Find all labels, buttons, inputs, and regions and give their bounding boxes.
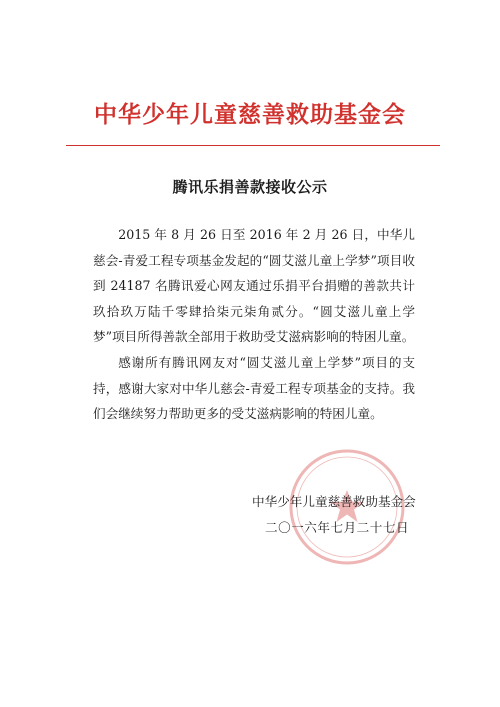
notice-paragraph-2 [93, 350, 415, 427]
letterhead-divider [66, 145, 440, 146]
signature-organization: 中华少年儿童慈善救助基金会 [252, 494, 416, 509]
notice-title: 腾讯乐捐善款接收公示 [172, 178, 328, 196]
signature-date: 二〇一六年七月二十七日 [265, 520, 410, 535]
paragraph-text: 感谢所有腾讯网友对“圆艾滋儿童上学梦”项目的支持，感谢大家对中华儿慈会-青爱工程专项基金的支持。我们会继续努力帮助更多的受艾滋病影响的特困儿童。 [93, 355, 415, 421]
notice-paragraph-1 [93, 222, 415, 350]
letterhead-title: 中华少年儿童慈善救助基金会 [94, 101, 406, 128]
paragraph-text: 2015 年 8 月 26 日至 2016 年 2 月 26 日，中华儿慈会-青爱工程专项基金发起的“圆艾滋儿童上学梦”项目收到 24187 名腾讯爱心网友通过乐捐平台捐赠的善款共计玖拾玖万陆千零肆拾柒元柒角贰分。“圆艾滋儿童上学梦”项目所得善款全部用于救助受艾滋病影响的特困儿童。 [93, 227, 415, 344]
